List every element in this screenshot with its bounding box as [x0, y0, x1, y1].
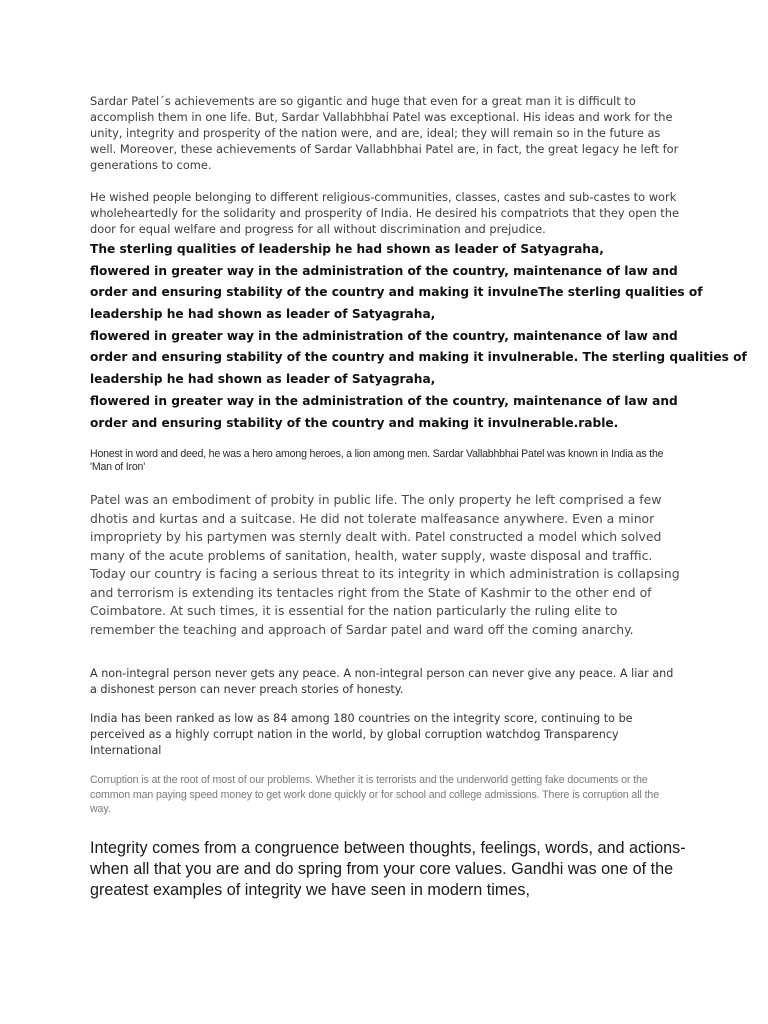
paragraph-ranking: India has been ranked as low as 84 among 180 countries on the integrity score, continuing to be perceived as a highly corrupt nation in the world, by global corruption watchdog Transparency International	[90, 712, 633, 757]
paragraph-solidarity: He wished people belonging to different religious-communities, classes, castes and sub-castes to work wholeheartedly for the solidarity and prosperity of India. He desired his compatriots that they open the door for equal welfare and progress for all without discrimination and prejudice.	[90, 190, 679, 236]
paragraph-non-integral: A non-integral person never gets any peace. A non-integral person can never give any peace. A liar and a dishonest person can never preach stories of honesty.	[90, 667, 674, 696]
bold-line: flowered in greater way in the administration of the country, maintenance of law and	[90, 328, 678, 343]
bold-line: order and ensuring stability of the country and making it invulnerable.rable.	[90, 415, 619, 430]
paragraph-integrity-gandhi: Integrity comes from a congruence between thoughts, feelings, words, and actions-when all that you are and do spring from your core values. Gandhi was one of the greatest examples of integrity we have seen in modern times,	[90, 839, 686, 899]
bold-leadership-block	[90, 239, 747, 434]
bold-line: leadership he had shown as leader of Satyagraha,	[90, 307, 436, 322]
paragraph-corruption: Corruption is at the root of most of our problems. Whether it is terrorists and the underworld getting fake documents or the common man paying speed money to get work done quickly or for school and college admissions. There is corruption all the way.	[90, 774, 660, 815]
bold-line: leadership he had shown as leader of Satyagraha,	[90, 372, 436, 387]
bold-line: The sterling qualities of leadership he had shown as leader of Satyagraha,	[90, 242, 604, 256]
paragraph-man-of-iron: Honest in word and deed, he was a hero among heroes, a lion among men. Sardar Vallabhbhai Patel was known in India as the 'Man of Iron'	[90, 448, 664, 473]
bold-line: flowered in greater way in the administration of the country, maintenance of law and	[90, 263, 678, 278]
paragraph-probity: Patel was an embodiment of probity in public life. The only property he left comprised a few dhotis and kurtas and a suitcase. He did not tolerate malfeasance anywhere. Even a minor impropriety by his partymen was sternly dealt with. Patel constructed a model which solved many of the acute problems of sanitation, health, water supply, waste disposal and traffic. Today our country is facing a serious threat to its integrity in which administration is collapsing and terrorism is extending its tentacles right from the State of Kashmir to the other end of Coimbatore. At such times, it is essential for the nation particularly the ruling elite to remember the teaching and approach of Sardar patel and ward off the coming anarchy.	[90, 492, 680, 637]
bold-line: order and ensuring stability of the country and making it invulneThe sterling qualities of	[90, 285, 703, 300]
bold-line: order and ensuring stability of the country and making it invulnerable. The sterling qualities of	[90, 350, 747, 365]
paragraph-achievements: Sardar Patel´s achievements are so gigantic and huge that even for a great man it is difficult to accomplish them in one life. But, Sardar Vallabhbhai Patel was exceptional. His ideas and work for the unity, integrity and prosperity of the nation were, and are, ideal; they will remain so in the future as well. Moreover, these achievements of Sardar Vallabhbhai Patel are, in fact, the great legacy he left for generations to come.	[90, 94, 679, 172]
bold-line: flowered in greater way in the administration of the country, maintenance of law and	[90, 393, 678, 408]
